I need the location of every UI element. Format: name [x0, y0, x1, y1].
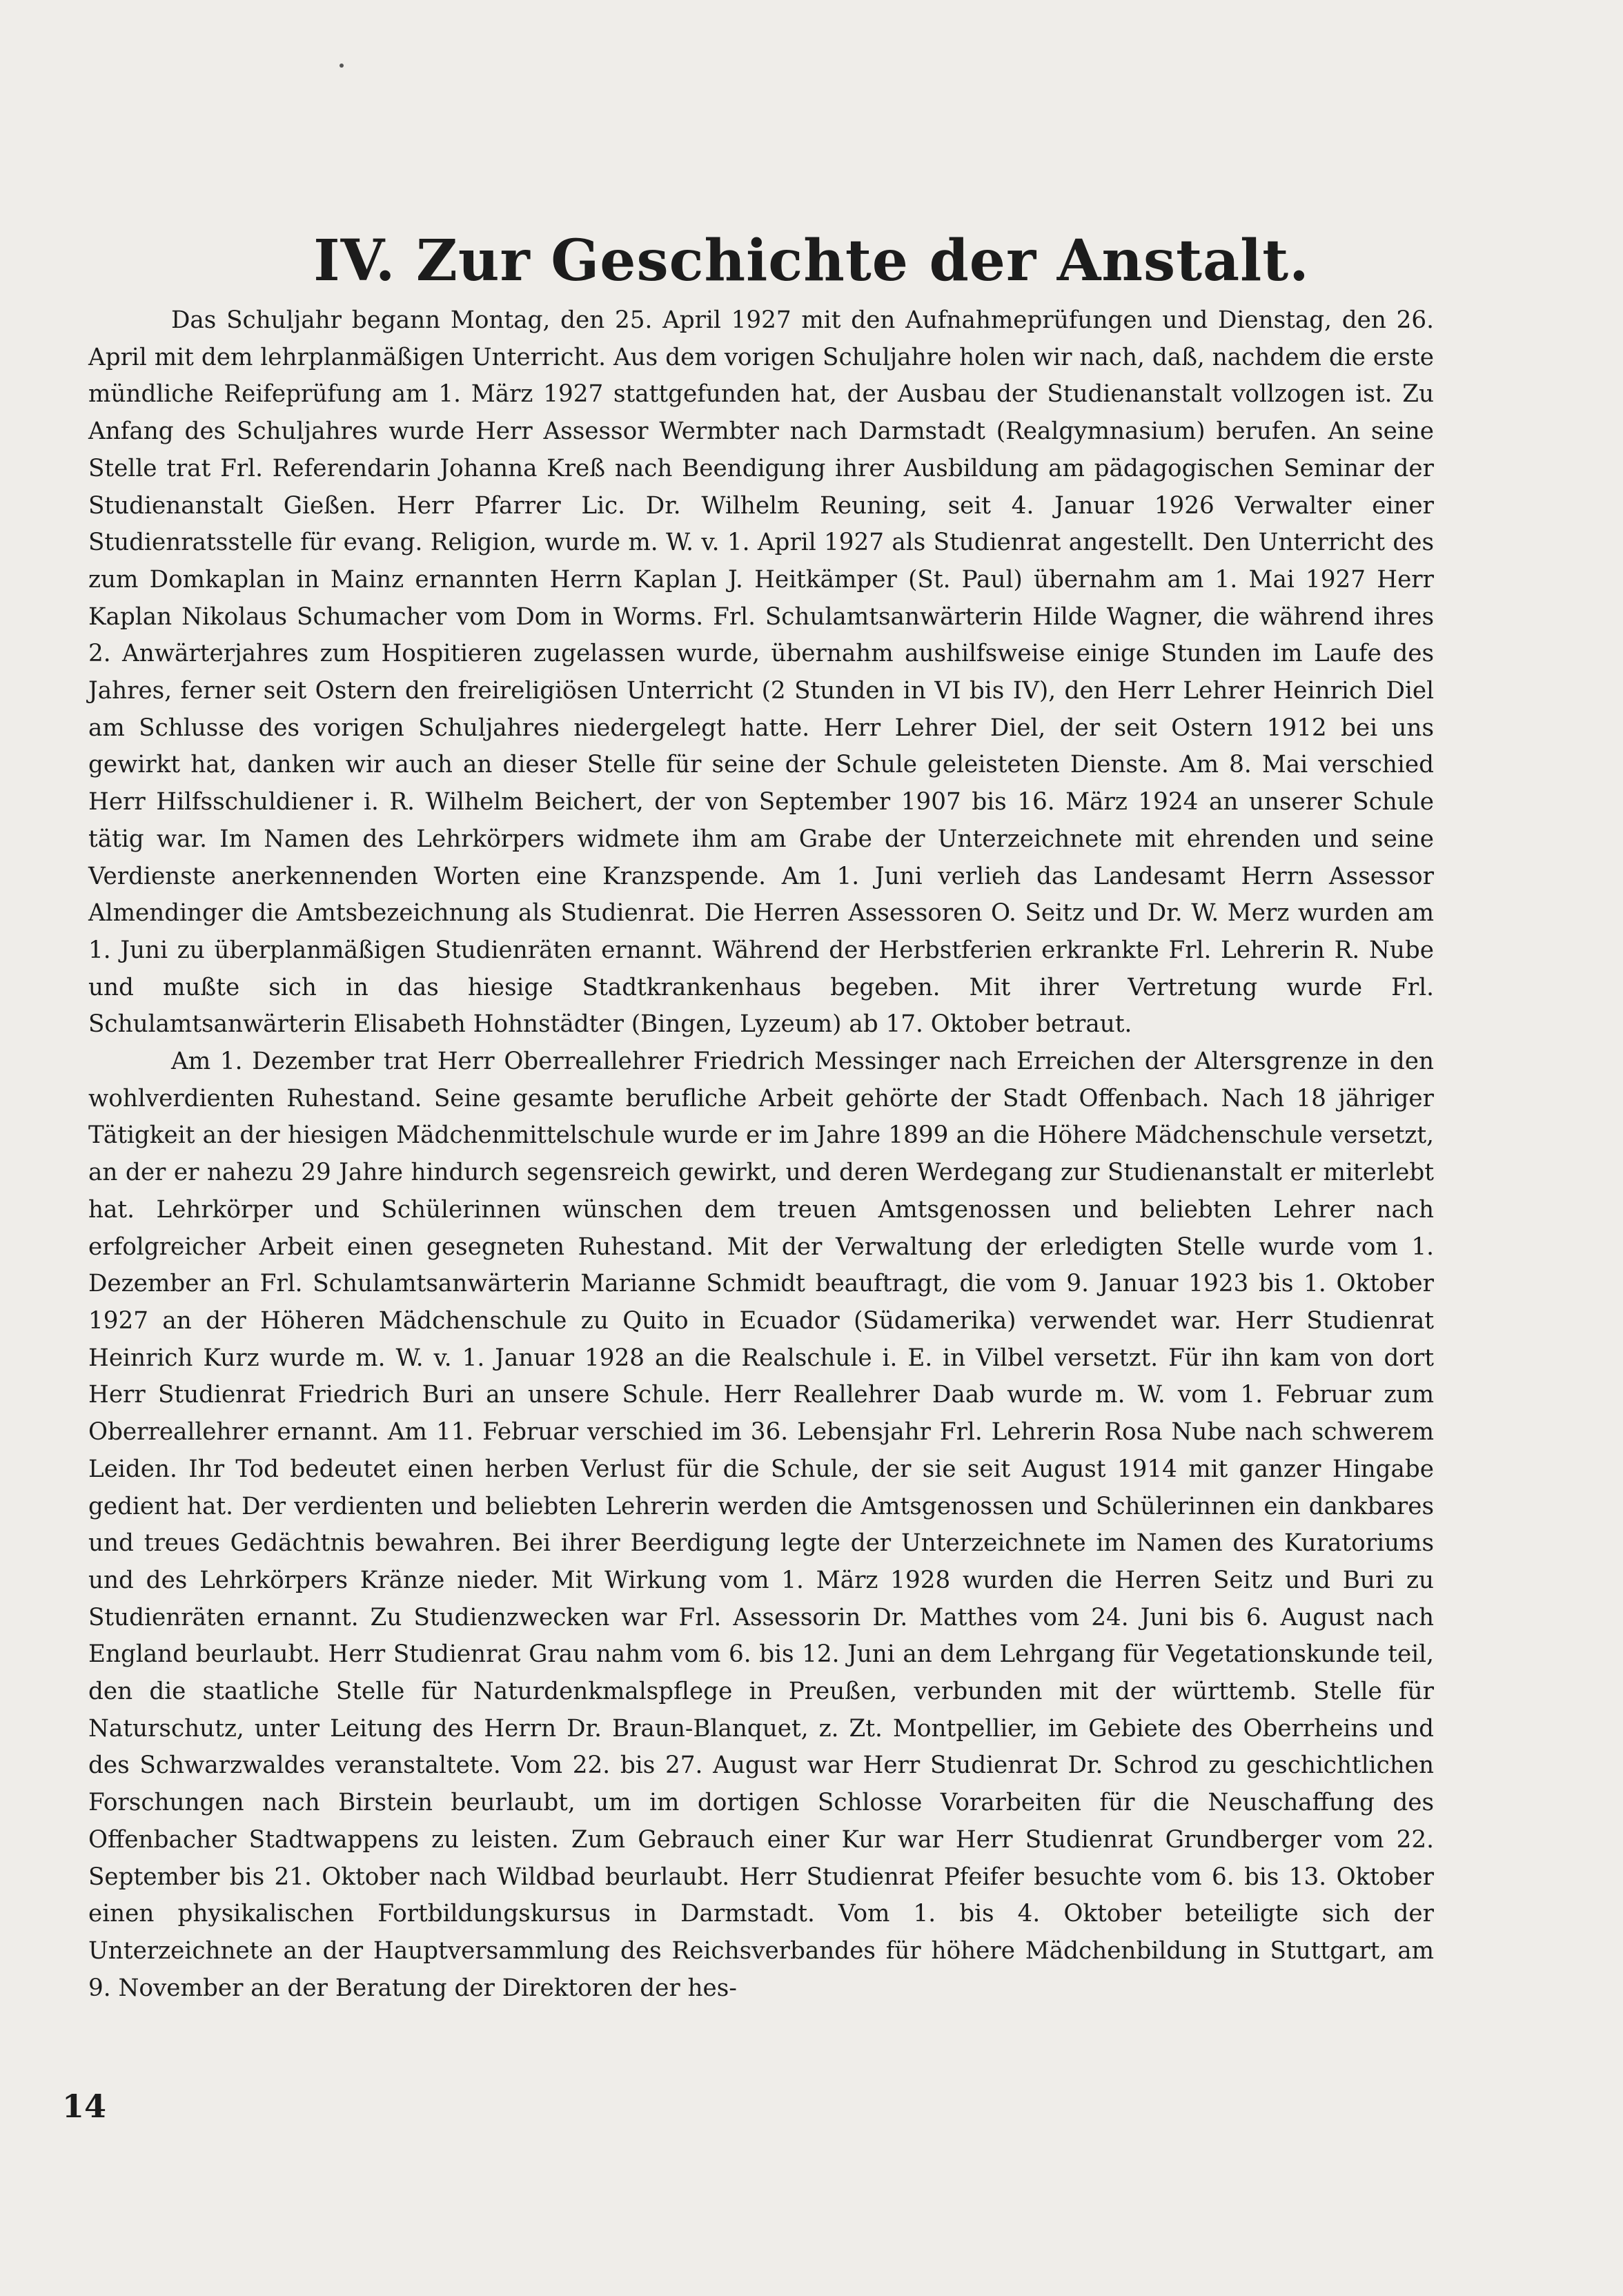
page-number: 14: [62, 2088, 107, 2125]
body-text: [88, 302, 1434, 2007]
paper-speck: [340, 63, 344, 68]
chapter-title: IV. Zur Geschichte der Anstalt.: [313, 228, 1310, 294]
paragraph-2: Am 1. Dezember trat Herr Oberreallehrer Friedrich Messinger nach Erreichen der Altersgrenze in den wohlverdienten Ruhestand. Seine gesamte berufliche Arbeit gehörte der Stadt Offenbach. Nach 18 jähriger Tätigkeit an der hiesigen Mädchenmittelschule wurde er im Jahre 1899 an die Höhere Mädchenschule versetzt, an der er nahezu 29 Jahre hindurch segensreich gewirkt, und deren Werdegang zur Studienanstalt er miterlebt hat. Lehrkörper und Schülerinnen wünschen dem treuen Amtsgenossen und beliebten Lehrer nach erfolgreicher Arbeit einen gesegneten Ruhestand. Mit der Verwaltung der erledigten Stelle wurde vom 1. Dezember an Frl. Schulamtsanwärterin Marianne Schmidt beauftragt, die vom 9. Januar 1923 bis 1. Oktober 1927 an der Höheren Mädchenschule zu Quito in Ecuador (Südamerika) verwendet war. Herr Studienrat Heinrich Kurz wurde m. W. v. 1. Januar 1928 an die Realschule i. E. in Vilbel versetzt. Für ihn kam von dort Herr Studienrat Friedrich Buri an unsere Schule. Herr Reallehrer Daab wurde m. W. vom 1. Februar zum Oberreallehrer ernannt. Am 11. Februar verschied im 36. Lebensjahr Frl. Lehrerin Rosa Nube nach schwerem Leiden. Ihr Tod bedeutet einen herben Verlust für die Schule, der sie seit August 1914 mit ganzer Hingabe gedient hat. Der verdienten und beliebten Lehrerin werden die Amtsgenossen und Schülerinnen ein dankbares und treues Gedächtnis bewahren. Bei ihrer Beerdigung legte der Unterzeichnete im Namen des Kuratoriums und des Lehrkörpers Kränze nieder. Mit Wirkung vom 1. März 1928 wurden die Herren Seitz und Buri zu Studienräten ernannt. Zu Studienzwecken war Frl. Assessorin Dr. Matthes vom 24. Juni bis 6. August nach England beurlaubt. Herr Studienrat Grau nahm vom 6. bis 12. Juni an dem Lehrgang für Vegetationskunde teil, den die staatliche Stelle für Naturdenkmalspflege in Preußen, verbunden mit der württemb. Stelle für Naturschutz, unter Leitung des Herrn Dr. Braun-Blanquet, z. Zt. Montpellier, im Gebiete des Oberrheins und des Schwarzwaldes veranstaltete. Vom 22. bis 27. August war Herr Studienrat Dr. Schrod zu geschichtlichen Forschungen nach Birstein beurlaubt, um im dortigen Schlosse Vorarbeiten für die Neuschaffung des Offenbacher Stadtwappens zu leisten. Zum Gebrauch einer Kur war Herr Studienrat Grundberger vom 22. September bis 21. Oktober nach Wildbad beurlaubt. Herr Studienrat Pfeifer besuchte vom 6. bis 13. Oktober einen physikalischen Fortbildungskursus in Darmstadt. Vom 1. bis 4. Oktober beteiligte sich der Unterzeichnete an der Hauptversammlung des Reichsverbandes für höhere Mädchenbildung in Stuttgart, am 9. November an der Beratung der Direktoren der hes-: [88, 1048, 1434, 2002]
paragraph-1: Das Schuljahr begann Montag, den 25. April 1927 mit den Aufnahmeprüfungen und Dienstag, den 26. April mit dem lehrplanmäßigen Unterricht. Aus dem vorigen Schuljahre holen wir nach, daß, nachdem die erste mündliche Reifeprüfung am 1. März 1927 stattgefunden hat, der Ausbau der Studienanstalt vollzogen ist. Zu Anfang des Schuljahres wurde Herr Assessor Wermbter nach Darmstadt (Realgymnasium) berufen. An seine Stelle trat Frl. Referendarin Johanna Kreß nach Beendigung ihrer Ausbildung am pädagogischen Seminar der Studienanstalt Gießen. Herr Pfarrer Lic. Dr. Wilhelm Reuning, seit 4. Januar 1926 Verwalter einer Studienratsstelle für evang. Religion, wurde m. W. v. 1. April 1927 als Studienrat angestellt. Den Unterricht des zum Domkaplan in Mainz ernannten Herrn Kaplan J. Heitkämper (St. Paul) übernahm am 1. Mai 1927 Herr Kaplan Nikolaus Schumacher vom Dom in Worms. Frl. Schulamtsanwärterin Hilde Wagner, die während ihres 2. Anwärterjahres zum Hospitieren zugelassen wurde, übernahm aushilfsweise einige Stunden im Laufe des Jahres, ferner seit Ostern den freireligiösen Unterricht (2 Stunden in VI bis IV), den Herr Lehrer Heinrich Diel am Schlusse des vorigen Schuljahres niedergelegt hatte. Herr Lehrer Diel, der seit Ostern 1912 bei uns gewirkt hat, danken wir auch an dieser Stelle für seine der Schule geleisteten Dienste. Am 8. Mai verschied Herr Hilfsschuldiener i. R. Wilhelm Beichert, der von September 1907 bis 16. März 1924 an unserer Schule tätig war. Im Namen des Lehrkörpers widmete ihm am Grabe der Unterzeichnete mit ehrenden und seine Verdienste anerkennenden Worten eine Kranzspende. Am 1. Juni verlieh das Landesamt Herrn Assessor Almendinger die Amtsbezeichnung als Studienrat. Die Herren Assessoren O. Seitz und Dr. W. Merz wurden am 1. Juni zu überplanmäßigen Studienräten ernannt. Während der Herbstferien erkrankte Frl. Lehrerin R. Nube und mußte sich in das hiesige Stadtkrankenhaus begeben. Mit ihrer Vertretung wurde Frl. Schulamtsanwärterin Elisabeth Hohnstädter (Bingen, Lyzeum) ab 17. Oktober betraut.: [88, 306, 1434, 1039]
